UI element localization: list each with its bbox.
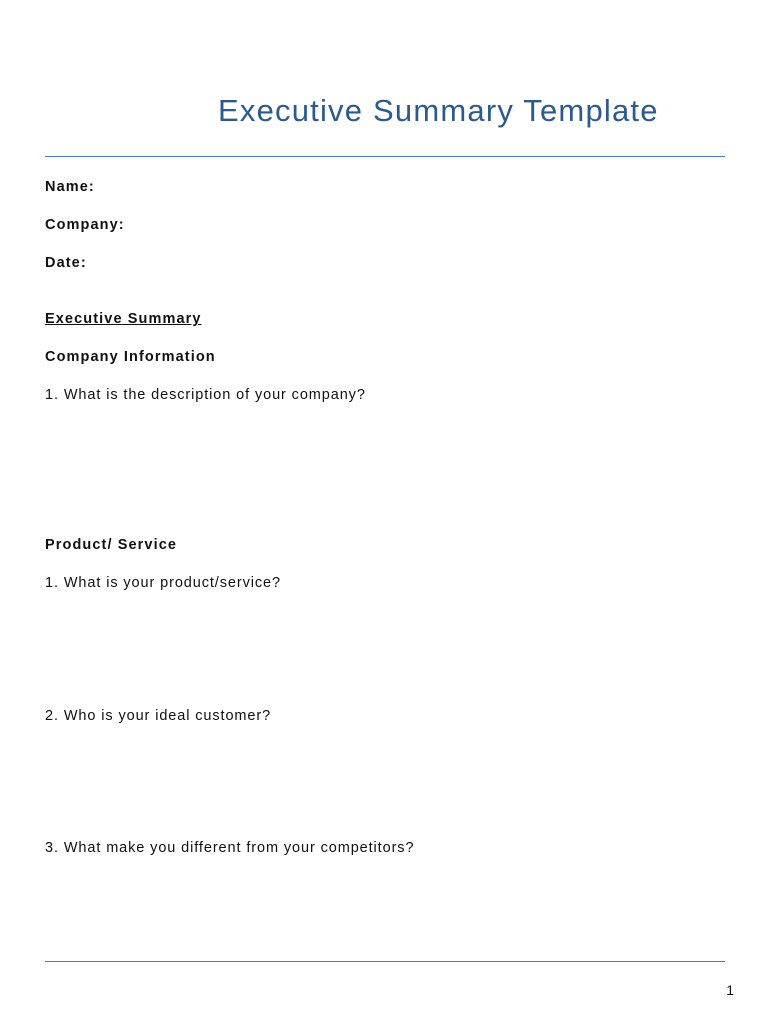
competitors-question: 3. What make you different from your competitors? <box>45 840 415 856</box>
product-service-heading: Product/ Service <box>45 537 178 553</box>
page-number: 1 <box>726 982 734 998</box>
bottom-divider <box>45 961 725 962</box>
date-field-label: Date: <box>45 255 87 271</box>
company-description-question: 1. What is the description of your company? <box>45 387 366 403</box>
executive-summary-heading: Executive Summary <box>45 311 202 327</box>
page-title: Executive Summary Template <box>218 92 659 128</box>
ideal-customer-question: 2. Who is your ideal customer? <box>45 708 272 724</box>
product-service-question: 1. What is your product/service? <box>45 575 281 591</box>
company-information-heading: Company Information <box>45 349 216 365</box>
top-divider <box>45 156 725 157</box>
name-field-label: Name: <box>45 179 95 195</box>
company-field-label: Company: <box>45 217 125 233</box>
